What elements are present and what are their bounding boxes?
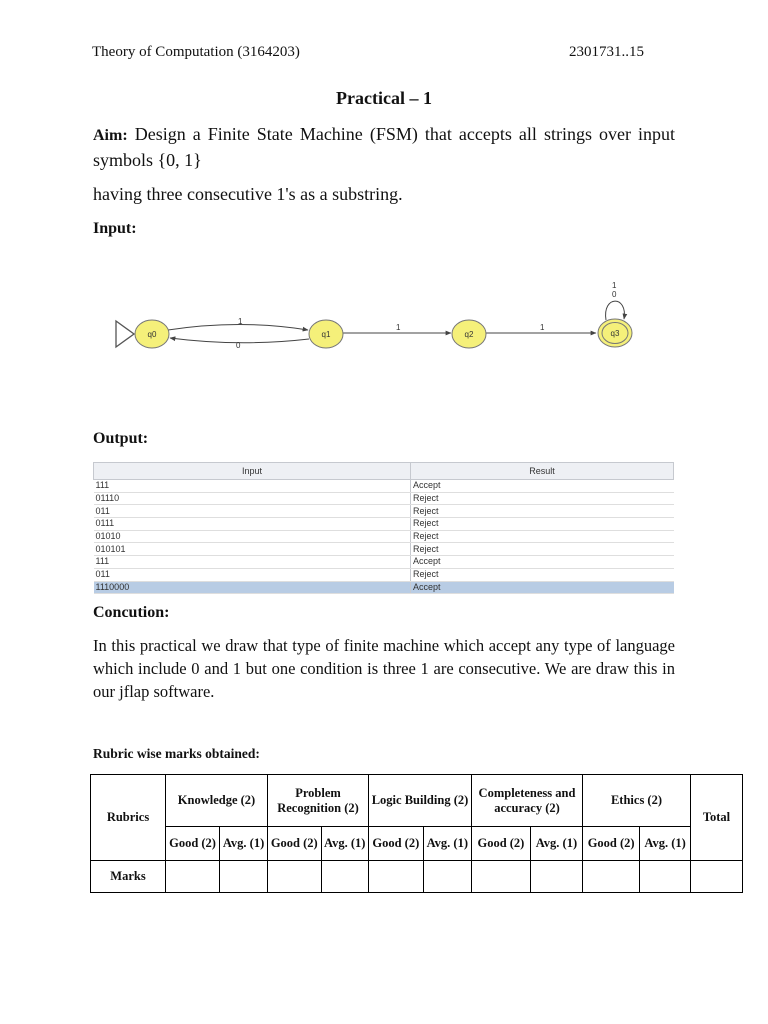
- fsm-diagram: [110, 275, 650, 375]
- table-row[interactable]: [94, 581, 674, 594]
- mark-cell[interactable]: [583, 861, 640, 893]
- input-cell: 01110: [94, 492, 411, 505]
- input-cell: 011: [94, 505, 411, 518]
- result-cell: Accept: [411, 480, 674, 493]
- criterion-ethics: Ethics (2): [583, 775, 691, 827]
- table-row[interactable]: [94, 556, 674, 569]
- label-q1-q2: 1: [396, 323, 401, 332]
- result-cell: Reject: [411, 518, 674, 531]
- conclusion-text: In this practical we draw that type of finite machine which accept any type of language which include 0 and 1 but one condition is three 1 are consecutive. We are draw this in our jflap software.: [93, 636, 675, 701]
- total-header: Total: [691, 775, 743, 861]
- rubrics-header: Rubrics: [91, 775, 166, 861]
- table-row[interactable]: [94, 492, 674, 505]
- mark-cell[interactable]: [423, 861, 471, 893]
- criterion-logic-building: Logic Building (2): [369, 775, 472, 827]
- mark-cell[interactable]: [472, 861, 531, 893]
- input-cell: 011: [94, 568, 411, 581]
- label-q3-loop-2: 0: [612, 290, 617, 299]
- mark-cell[interactable]: [530, 861, 582, 893]
- mark-cell[interactable]: [640, 861, 691, 893]
- mark-cell[interactable]: [268, 861, 322, 893]
- result-cell: Reject: [411, 492, 674, 505]
- result-cell: Reject: [411, 505, 674, 518]
- criterion-problem-recognition: Problem Recognition (2): [268, 775, 369, 827]
- mark-cell[interactable]: [166, 861, 220, 893]
- label-q1-q0: 0: [236, 341, 241, 350]
- state-q3-label: q3: [610, 329, 620, 338]
- input-cell: 0111: [94, 518, 411, 531]
- grade-avg-header: Avg. (1): [640, 827, 691, 861]
- result-cell: Accept: [411, 556, 674, 569]
- grade-avg-header: Avg. (1): [220, 827, 268, 861]
- conclusion-heading: Concution:: [93, 604, 170, 621]
- aim-paragraph: [93, 122, 675, 173]
- grade-good-header: Good (2): [268, 827, 322, 861]
- input-cell: 1110000: [94, 581, 411, 594]
- output-table: [93, 462, 674, 594]
- aim-label: Aim:: [93, 127, 128, 144]
- mark-cell[interactable]: [321, 861, 368, 893]
- page-title: Practical – 1: [336, 88, 432, 108]
- table-row[interactable]: [94, 518, 674, 531]
- label-q0-q1: 1: [238, 317, 243, 326]
- label-q2-q3: 1: [540, 323, 545, 332]
- grade-avg-header: Avg. (1): [423, 827, 471, 861]
- initial-state-marker: [116, 321, 134, 347]
- result-cell: Accept: [411, 581, 674, 594]
- result-cell: Reject: [411, 568, 674, 581]
- table-row[interactable]: [94, 530, 674, 543]
- input-heading: Input:: [93, 220, 137, 237]
- state-q1-label: q1: [321, 330, 331, 339]
- marks-label: Marks: [91, 861, 166, 893]
- rubric-heading: Rubric wise marks obtained:: [93, 746, 260, 761]
- input-cell: 111: [94, 556, 411, 569]
- criterion-completeness: Completeness and accuracy (2): [472, 775, 583, 827]
- header-enrollment: 2301731..15: [569, 44, 644, 60]
- aim-text: Design a Finite State Machine (FSM) that accepts all strings over input symbols {0, 1}: [93, 124, 676, 170]
- grade-avg-header: Avg. (1): [530, 827, 582, 861]
- grade-good-header: Good (2): [166, 827, 220, 861]
- input-cell: 010101: [94, 543, 411, 556]
- grade-good-header: Good (2): [583, 827, 640, 861]
- aim-text-continued: having three consecutive 1's as a substring.: [93, 184, 403, 204]
- output-heading: Output:: [93, 430, 149, 447]
- table-row[interactable]: [94, 543, 674, 556]
- input-cell: 111: [94, 480, 411, 493]
- result-cell: Reject: [411, 543, 674, 556]
- criterion-knowledge: Knowledge (2): [166, 775, 268, 827]
- mark-cell[interactable]: [369, 861, 424, 893]
- table-row[interactable]: [94, 505, 674, 518]
- grade-avg-header: Avg. (1): [321, 827, 368, 861]
- table-row[interactable]: [94, 480, 674, 493]
- header-course: Theory of Computation (3164203): [92, 44, 300, 60]
- grade-good-header: Good (2): [472, 827, 531, 861]
- state-q2-label: q2: [464, 330, 474, 339]
- col-input-header: Input: [94, 463, 411, 480]
- col-result-header: Result: [411, 463, 674, 480]
- result-cell: Reject: [411, 530, 674, 543]
- rubric-table: [90, 774, 743, 893]
- table-row[interactable]: [94, 568, 674, 581]
- total-cell[interactable]: [691, 861, 743, 893]
- mark-cell[interactable]: [220, 861, 268, 893]
- grade-good-header: Good (2): [369, 827, 424, 861]
- label-q3-loop-1: 1: [612, 281, 617, 290]
- input-cell: 01010: [94, 530, 411, 543]
- edge-q3-loop: [606, 301, 625, 320]
- state-q0-label: q0: [147, 330, 157, 339]
